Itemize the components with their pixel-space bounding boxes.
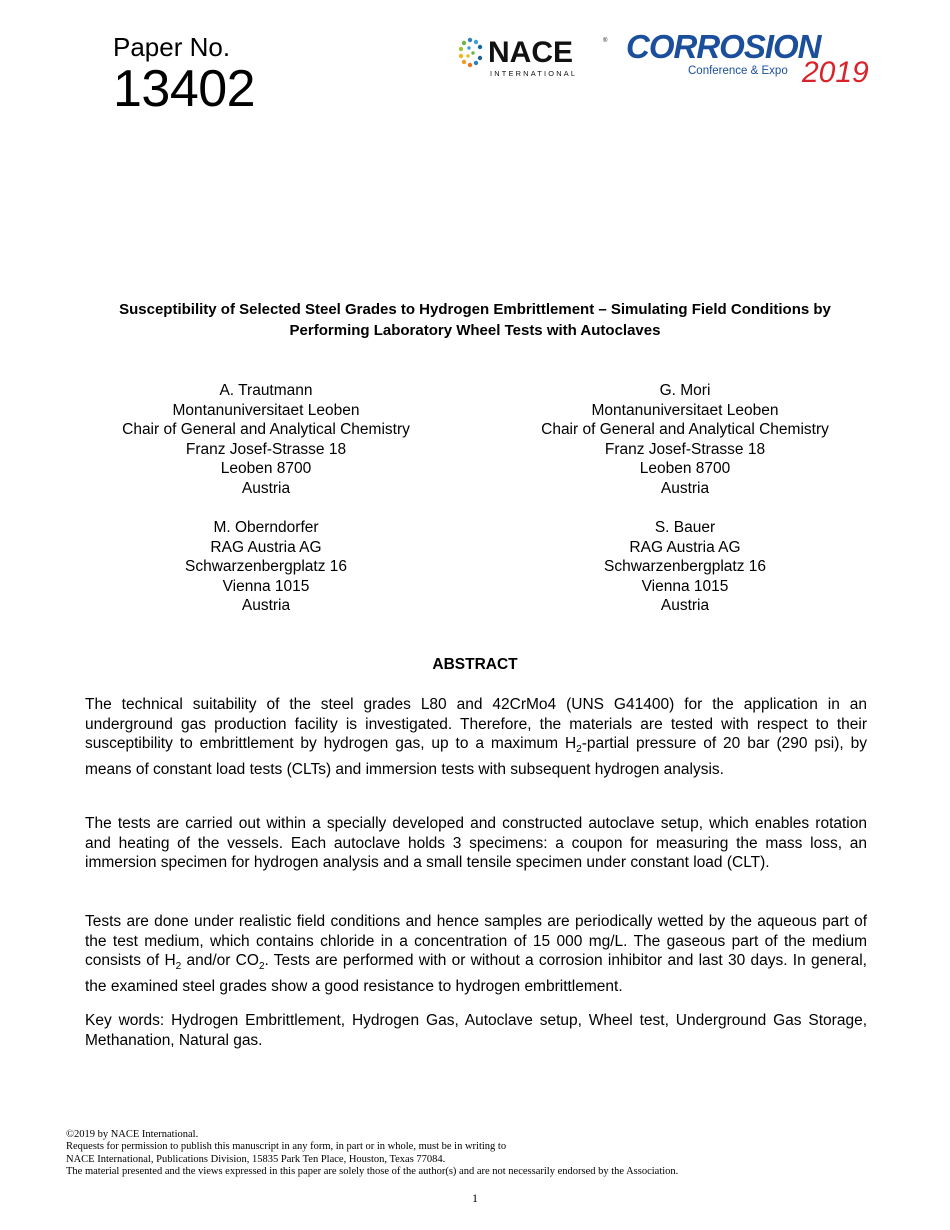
page-number: 1 xyxy=(472,1191,478,1205)
author-street: Franz Josef-Strasse 18 xyxy=(185,440,347,458)
paper-number-value: 13402 xyxy=(113,60,256,118)
corrosion-logo-name: CORROSION xyxy=(626,30,821,65)
author-org: RAG Austria AG xyxy=(210,538,322,556)
author-dept: Chair of General and Analytical Chemistry xyxy=(541,421,829,439)
paper-number-label: Paper No. xyxy=(113,32,231,62)
author-name: S. Bauer xyxy=(654,519,716,536)
author-org: Montanuniversitaet Leoben xyxy=(591,401,779,419)
abstract-paragraph-2: The tests are carried out within a specially developed and constructed autoclave setup, which enables rotation and heating of the vessels. Each autoclave holds 3 specimens: a coupon for measuring the mass loss, an immersion specimen for hydrogen analysis and a small tensile specimen under constant load (CLT). xyxy=(85,815,867,872)
author-name: A. Trautmann xyxy=(219,382,313,399)
author-name: G. Mori xyxy=(659,382,711,399)
author-name: M. Oberndorfer xyxy=(213,519,319,536)
author-country: Austria xyxy=(241,597,291,615)
author-1 xyxy=(86,381,446,499)
nace-logo-mark: ® xyxy=(603,38,608,44)
author-street: Franz Josef-Strasse 18 xyxy=(604,440,766,458)
author-city: Vienna 1015 xyxy=(641,577,729,595)
corrosion-logo-sub: Conference & Expo xyxy=(688,65,788,77)
paper-title: Susceptibility of Selected Steel Grades to Hydrogen Embrittlement – Simulating Field Conditions by Performing Laboratory Wheel Tests with Autoclaves xyxy=(119,301,831,339)
author-street: Schwarzenbergplatz 16 xyxy=(604,558,766,576)
footer-line: ©2019 by NACE International. xyxy=(66,1129,199,1140)
keywords: Key words: Hydrogen Embrittlement, Hydrogen Gas, Autoclave setup, Wheel test, Underground Gas Storage, Methanation, Natural gas. xyxy=(85,1012,867,1049)
abstract-heading: ABSTRACT xyxy=(432,656,518,673)
abstract-paragraph-3: Tests are done under realistic field conditions and hence samples are periodically wetted by the aqueous part of the test medium, which contains chloride in a concentration of 15 000 mg/L. The gaseous part of the medium consists of $H_2$ and/or $CO_2$. Tests are performed with or without a corrosion inhibitor and last 30 days. In general, the examined steel grades show a good resistance to hydrogen embrittlement. xyxy=(85,913,867,995)
author-city: Leoben 8700 xyxy=(639,460,731,478)
footer-line: The material presented and the views expressed in this paper are solely those of the author(s) and are not necessarily endorsed by the Association. xyxy=(66,1166,679,1178)
author-4 xyxy=(505,518,865,616)
author-org: Montanuniversitaet Leoben xyxy=(172,401,360,419)
author-country: Austria xyxy=(660,597,710,615)
author-city: Leoben 8700 xyxy=(220,460,312,478)
author-country: Austria xyxy=(241,479,291,497)
nace-logo-sub: INTERNATIONAL xyxy=(490,69,578,78)
author-city: Vienna 1015 xyxy=(222,577,310,595)
nace-logo xyxy=(455,34,615,80)
nace-globe-icon xyxy=(459,38,482,67)
corrosion-logo-year: 2019 xyxy=(802,56,869,89)
footer-line: Requests for permission to publish this manuscript in any form, in part or in whole, must be in writing to xyxy=(66,1141,507,1153)
author-country: Austria xyxy=(660,479,710,497)
author-org: RAG Austria AG xyxy=(629,538,741,556)
footer-line: NACE International, Publications Division, 15835 Park Ten Place, Houston, Texas 77084. xyxy=(66,1153,446,1165)
paper-number xyxy=(113,32,256,118)
author-2 xyxy=(505,381,865,499)
copyright-footer xyxy=(66,1129,866,1179)
abstract-paragraph-1: The technical suitability of the steel grades L80 and 42CrMo4 (UNS G41400) for the application in an underground gas production facility is investigated. Therefore, the materials are tested with respect to their susceptibility to embrittlement by hydrogen gas, up to a maximum $H_2$-partial pressure of 20 bar (290 psi), by means of constant load tests (CLTs) and immersion tests with subsequent hydrogen analysis. xyxy=(85,696,867,778)
author-3 xyxy=(86,518,446,616)
corrosion-logo xyxy=(626,30,886,90)
author-street: Schwarzenbergplatz 16 xyxy=(185,558,347,576)
author-dept: Chair of General and Analytical Chemistry xyxy=(122,421,410,439)
nace-logo-name: NACE xyxy=(488,36,574,69)
